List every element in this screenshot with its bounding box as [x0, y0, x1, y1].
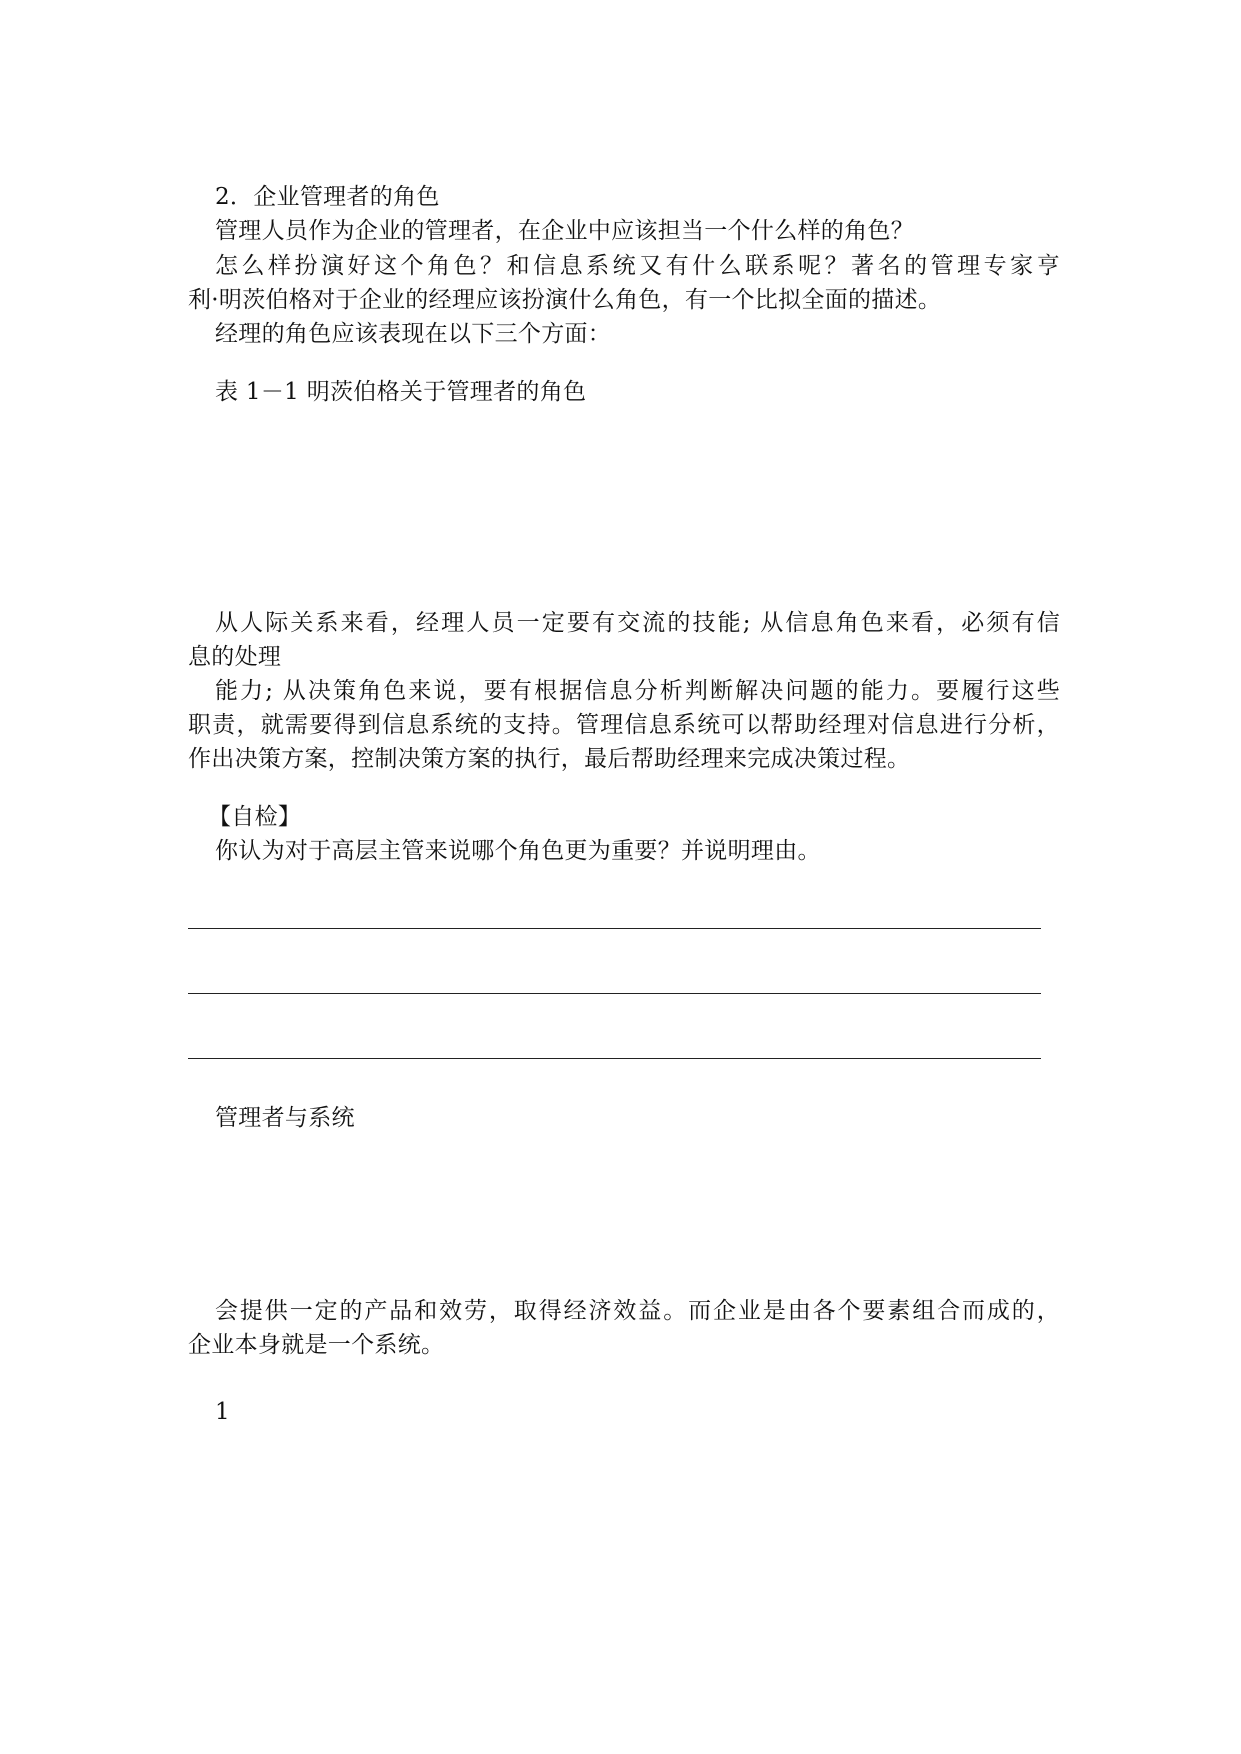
subheading-managers-and-systems: 管理者与系统: [215, 1105, 355, 1131]
body-line-1: 从人际关系来看，经理人员一定要有交流的技能; 从信息角色来看，必须有信: [215, 610, 1060, 636]
body-line-4: 职责，就需要得到信息系统的支持。管理信息系统可以帮助经理对信息进行分析，: [188, 712, 1060, 738]
paragraph-roles-question: 管理人员作为企业的管理者，在企业中应该担当一个什么样的角色？: [215, 218, 914, 244]
paragraph-three-aspects: 经理的角色应该表现在以下三个方面：: [215, 321, 612, 347]
closing-line-1: 会提供一定的产品和效劳，取得经济效益。而企业是由各个要素组合而成的，: [215, 1298, 1060, 1324]
self-check-label: 【自检】: [208, 804, 302, 830]
answer-line-1: [188, 928, 1041, 929]
answer-line-3: [188, 1058, 1041, 1059]
body-line-5: 作出决策方案，控制决策方案的执行，最后帮助经理来完成决策过程。: [188, 746, 911, 772]
body-line-2: 息的处理: [188, 644, 282, 670]
paragraph-mintzberg-line2: 利·明茨伯格对于企业的经理应该扮演什么角色，有一个比拟全面的描述。: [188, 287, 942, 313]
paragraph-mintzberg-line1: 怎么样扮演好这个角色？和信息系统又有什么联系呢？著名的管理专家亨: [215, 253, 1060, 279]
body-line-3: 能力; 从决策角色来说，要有根据信息分析判断解决问题的能力。要履行这些: [215, 678, 1060, 704]
page-number: 1: [215, 1399, 230, 1425]
section-heading: 2．企业管理者的角色: [215, 184, 440, 210]
answer-line-2: [188, 993, 1041, 994]
table-caption: 表 1－1 明茨伯格关于管理者的角色: [215, 379, 587, 405]
closing-line-2: 企业本身就是一个系统。: [188, 1332, 445, 1358]
self-check-question: 你认为对于高层主管来说哪个角色更为重要？并说明理由。: [215, 838, 821, 864]
